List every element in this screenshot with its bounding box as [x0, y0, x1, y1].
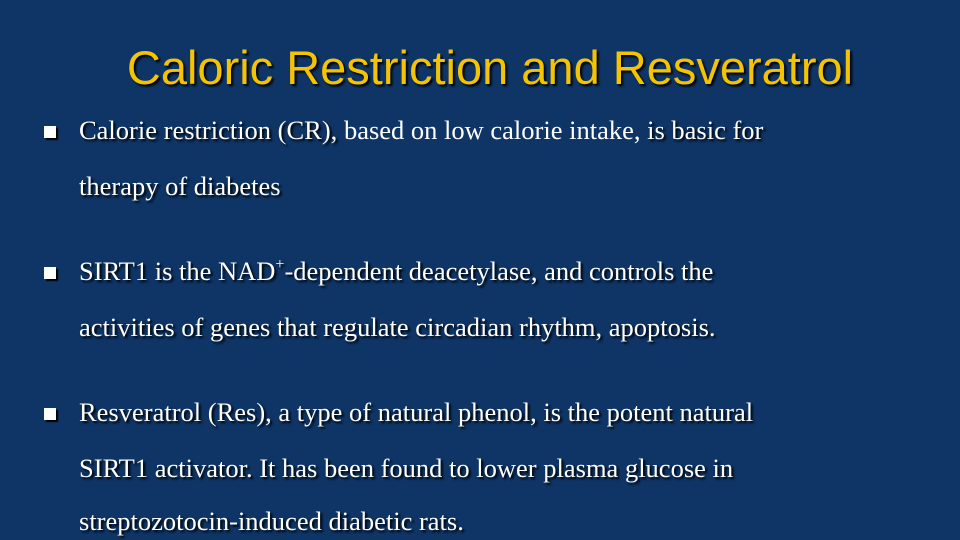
- bullet-text: is basic for: [647, 115, 764, 145]
- bullet-text: based on low calorie intake,: [337, 115, 648, 145]
- bullet-text: Calorie restriction (CR),: [79, 115, 338, 145]
- bullet-line: streptozotocin-induced diabetic rats.: [79, 506, 464, 536]
- square-bullet-icon: [44, 126, 56, 138]
- bullet-line: Resveratrol (Res), a type of natural phenol, is the potent natural: [79, 397, 754, 427]
- bullet-line: SIRT1 activator. It has been found to lower plasma glucose in: [79, 453, 734, 483]
- bullet-line: therapy of diabetes: [79, 171, 281, 201]
- square-bullet-icon: [44, 267, 56, 279]
- square-bullet-icon: [44, 408, 56, 420]
- bullet-text: -dependent deacetylase, and controls the: [284, 256, 714, 286]
- slide-title: Caloric Restriction and Resveratrol: [126, 41, 854, 94]
- bullet-line: activities of genes that regulate circadian rhythm, apoptosis.: [79, 312, 716, 342]
- bullet-text: SIRT1 is the NAD: [79, 256, 276, 286]
- bullet-line: [79, 256, 713, 286]
- bullet-line: [79, 115, 763, 145]
- superscript-plus: +: [275, 256, 285, 273]
